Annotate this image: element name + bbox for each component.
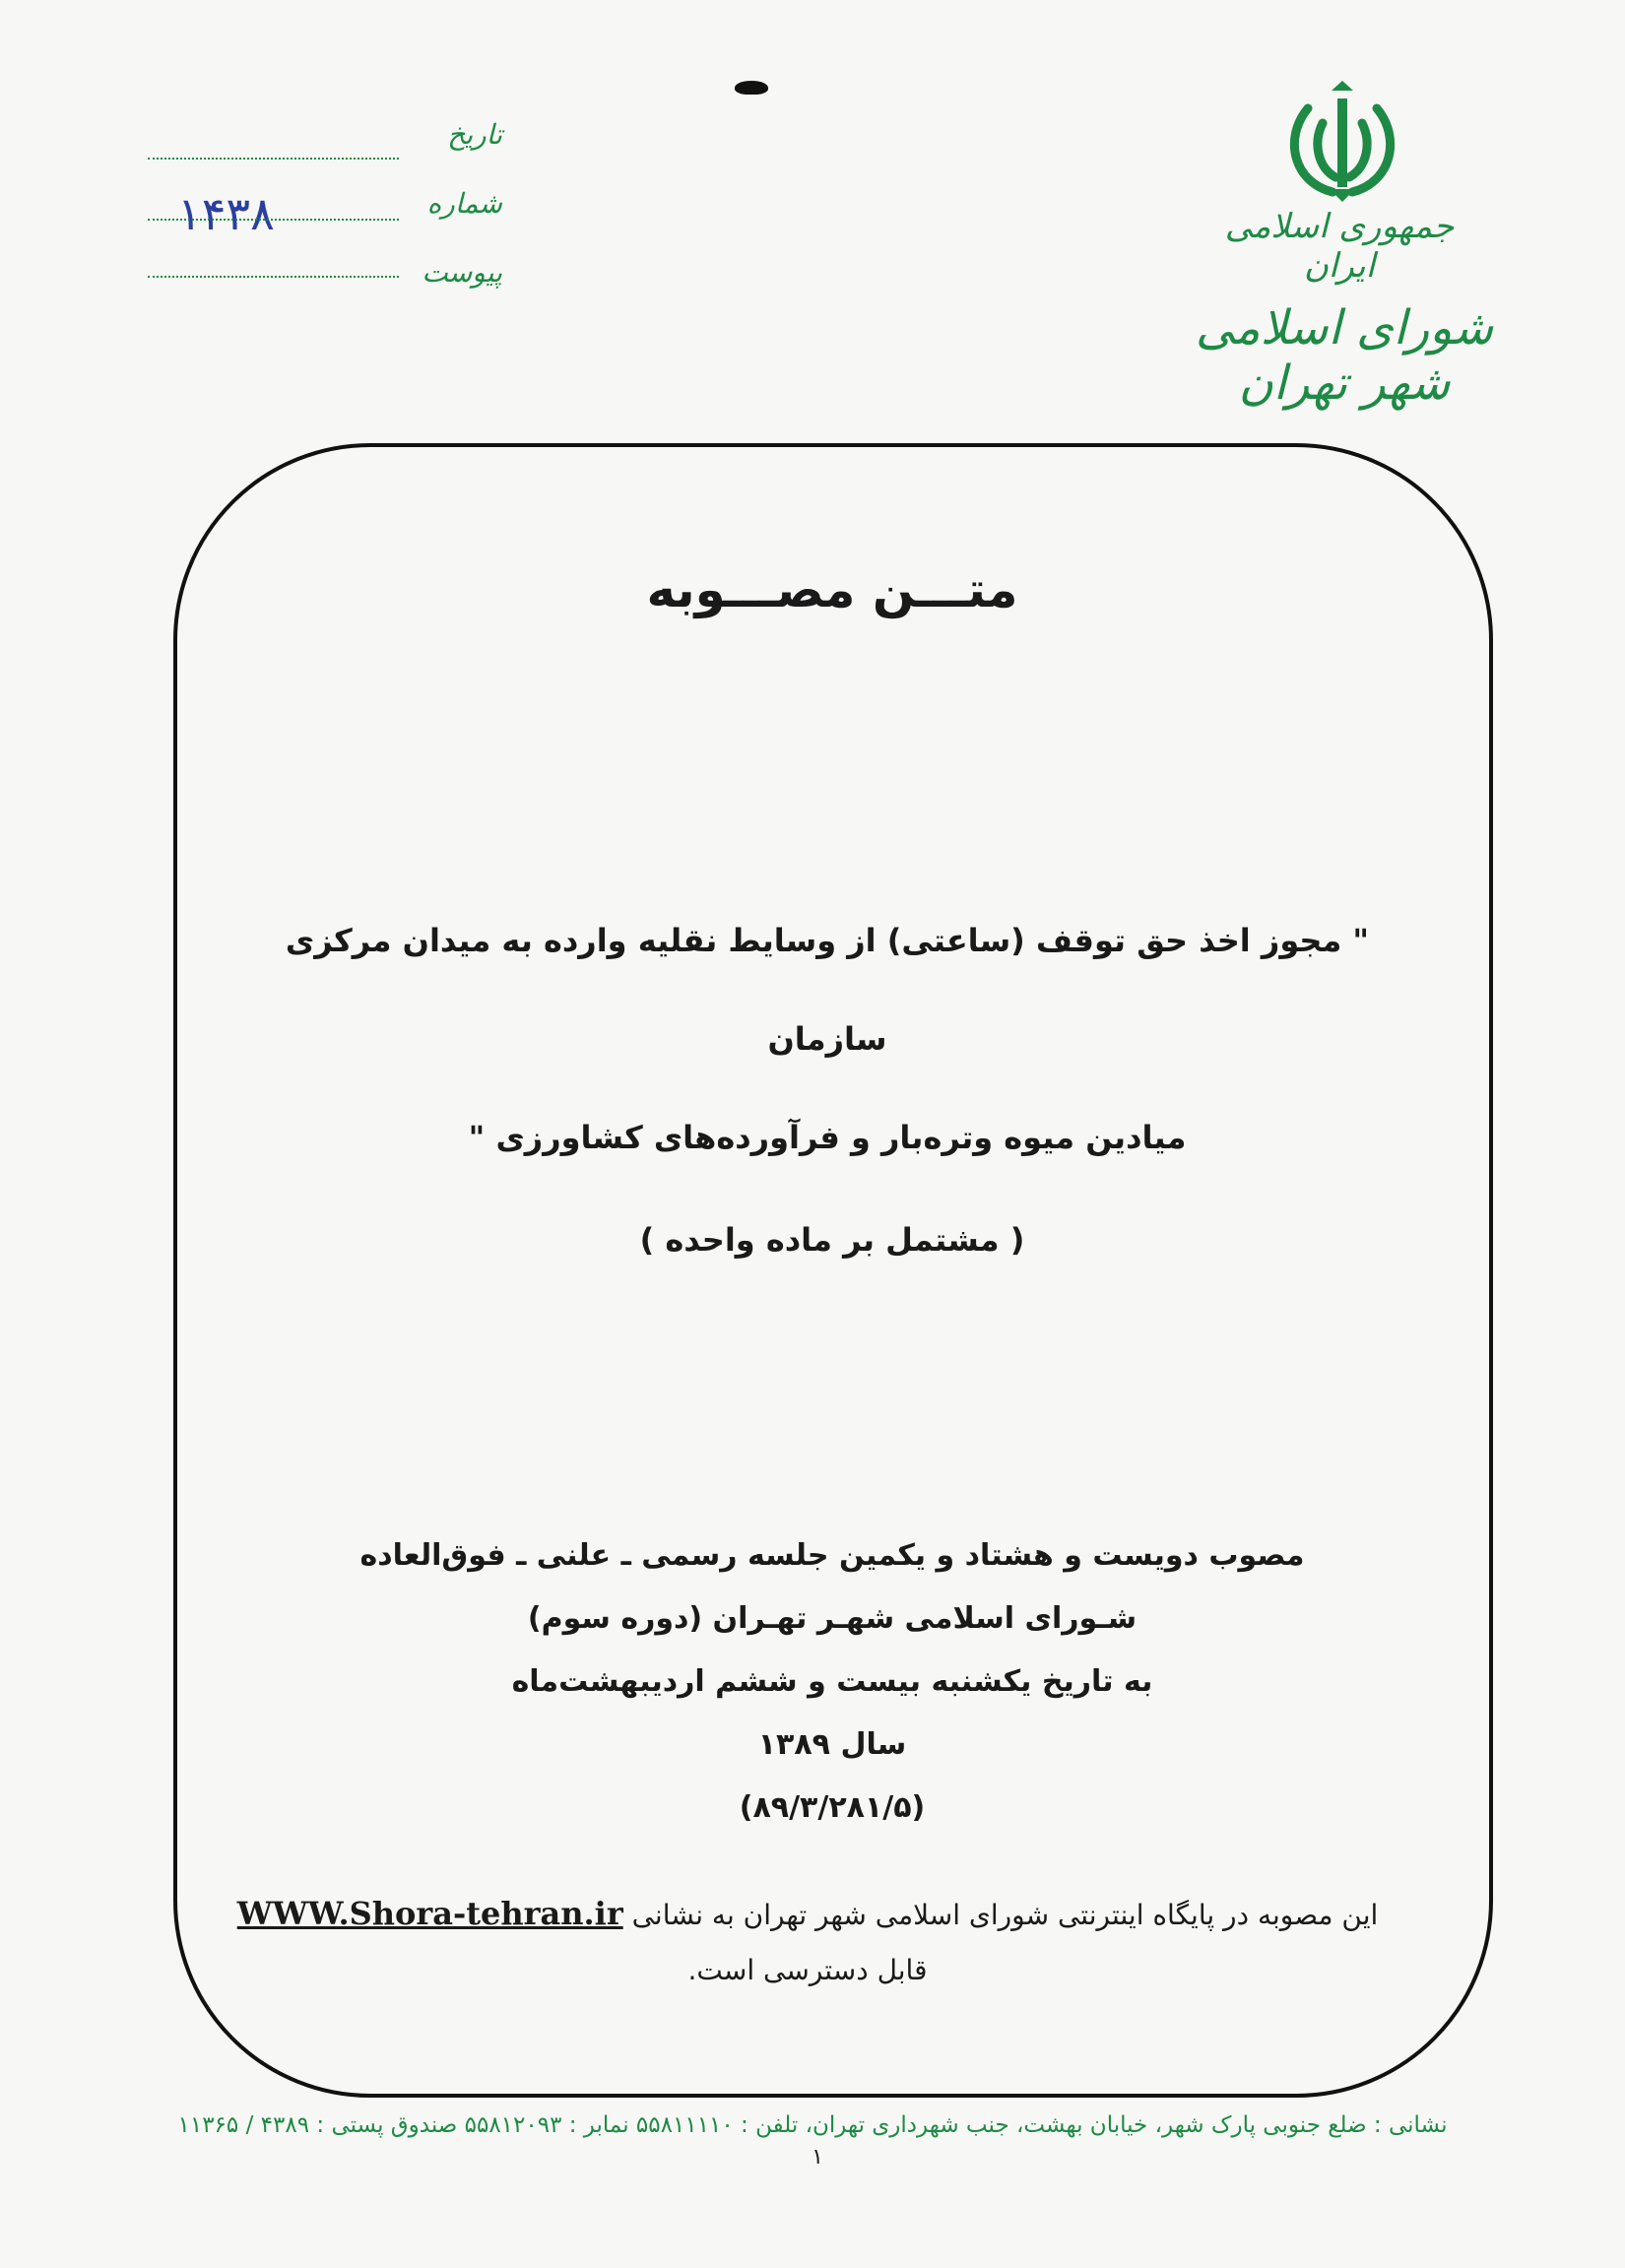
- republic-name: جمهوری اسلامی ایران: [1224, 207, 1455, 286]
- attachment-line: [148, 276, 399, 278]
- approval-block: [295, 1524, 1369, 1840]
- website-link[interactable]: WWW.Shora-tehran.ir: [236, 1895, 623, 1932]
- date-line: [148, 158, 399, 160]
- council-name: شورای اسلامی شهر تهران: [1195, 300, 1494, 411]
- approval-line-4: سال ۱۳۸۹: [757, 1727, 907, 1762]
- approval-line-5: (۸۹/۳/۲۸۱/۵): [739, 1790, 926, 1825]
- date-label: تاریخ: [447, 118, 502, 151]
- number-line: [148, 219, 399, 221]
- contains-note: ( مشتمل بر ماده واحده ): [639, 1221, 1025, 1259]
- iran-emblem-icon: [1278, 79, 1406, 207]
- document-frame: [173, 443, 1493, 2098]
- binder-mark: [735, 81, 768, 95]
- approval-line-2: شـورای اسلامی شهـر تهـران (دوره سوم): [527, 1601, 1138, 1636]
- approval-line-3: به تاریخ یکشنبه بیست و ششم اردیبهشت‌ماه: [511, 1664, 1153, 1699]
- number-value: ۱۴۳۸: [177, 187, 275, 240]
- attachment-label: پیوست: [422, 256, 502, 289]
- document-title: متـــن مصـــوبه: [646, 561, 1018, 618]
- approval-line-1: مصوب دویست و هشتاد و یکمین جلسه رسمی ـ علنی ـ فوق‌العاده: [359, 1538, 1305, 1573]
- web-note-text: این مصوبه در پایگاه اینترنتی شورای اسلامی شهر تهران به نشانی: [631, 1899, 1379, 1931]
- subject-line-2: میادین میوه وتره‌بار و فرآورده‌های کشاورزی ": [468, 1119, 1187, 1156]
- web-note-end: قابل دسترسی است.: [687, 1954, 928, 1986]
- page-number: ۱: [812, 2145, 823, 2170]
- footer-address: نشانی : ضلع جنوبی پارک شهر، خیابان بهشت، جنب شهرداری تهران، تلفن : ۵۵۸۱۱۱۱۰ نمابر : ۵۵۸۱۲۰۹۳ صندوق پستی : ۴۳۸۹ / ۱۱۳۶۵: [177, 2112, 1448, 2138]
- web-note: [227, 1886, 1389, 1998]
- subject-line-1: " مجوز اخذ حق توقف (ساعتی) از وسایط نقلیه وارده به میدان مرکزی سازمان: [285, 922, 1370, 1058]
- number-label: شماره: [426, 187, 502, 220]
- document-subject: [256, 891, 1398, 1187]
